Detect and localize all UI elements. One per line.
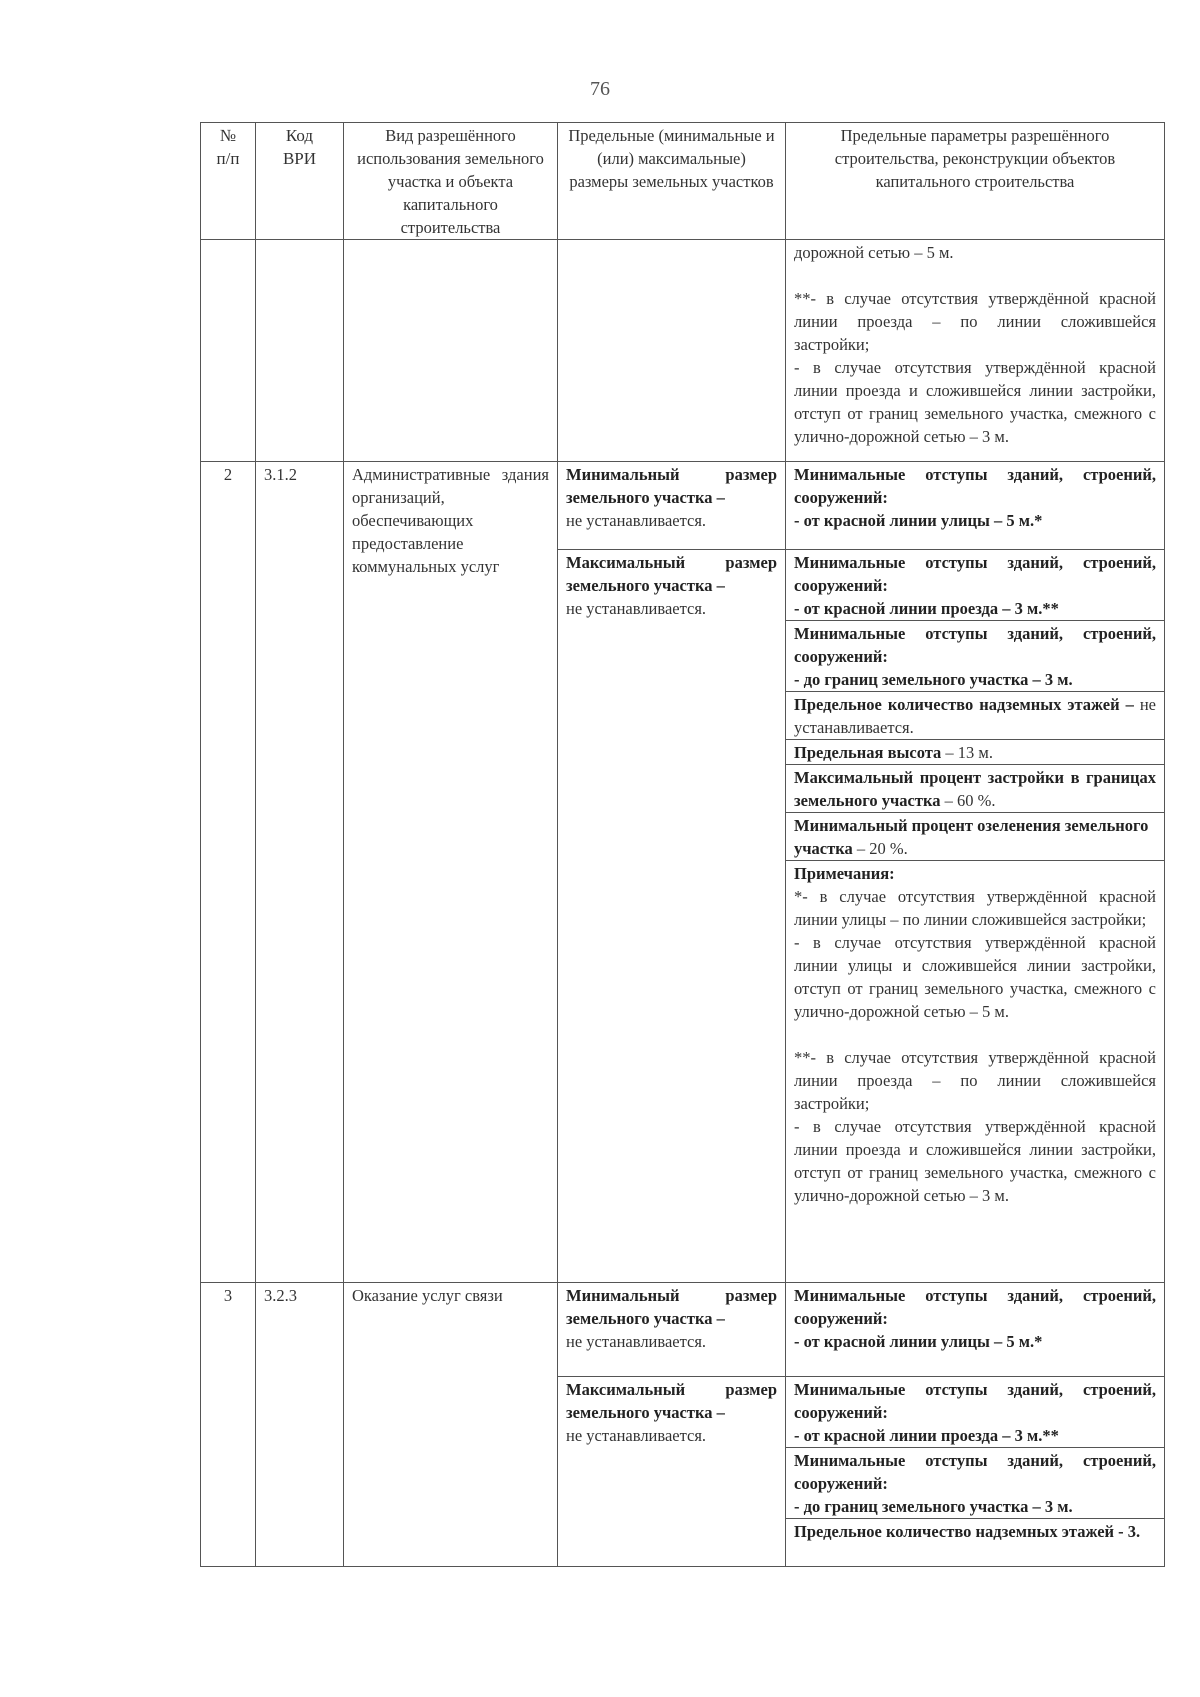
row-3-param-2-label: Минимальные отступы зданий, строений, сооружений: (794, 1380, 1156, 1422)
row-3-param-4 (786, 1519, 1165, 1567)
row-2-param-3-value: - до границ земельного участка – 3 м. (794, 670, 1073, 689)
row-3-param-4-value: - 3. (1114, 1522, 1141, 1541)
table-row-2 (201, 462, 1165, 550)
continuation-note-a: **- в случае отсутствия утверждённой красной линии проезда – по линии сложившейся застройки; (794, 289, 1156, 354)
row-2-param-6-label: Максимальный процент застройки в границах земельного участка (794, 768, 1156, 810)
row-3-min-size-label: Минимальный размер земельного участка – (566, 1286, 777, 1328)
row-3-param-3 (786, 1448, 1165, 1519)
row-3-param-1-label: Минимальные отступы зданий, строений, сооружений: (794, 1286, 1156, 1328)
row-2-param-4-label: Предельное количество надземных этажей – (794, 695, 1134, 714)
row-3-param-4-label: Предельное количество надземных этажей (794, 1522, 1115, 1541)
row-2-param-6-value: – 60 %. (940, 791, 996, 810)
row-2-note-1b: - в случае отсутствия утверждённой красной линии улицы и сложившейся линии застройки, отступ от границ земельного участка, смежного с улично-дорожной сетью – 5 м. (794, 933, 1156, 1021)
page-number: 76 (590, 78, 610, 100)
row-3-param-3-value: - до границ земельного участка – 3 м. (794, 1497, 1073, 1516)
row-2-param-1 (786, 462, 1165, 550)
row-2-num: 2 (201, 462, 256, 1283)
row-2-min-size-value: не устанавливается. (566, 511, 707, 530)
row-2-param-7 (786, 813, 1165, 861)
row-3-param-1-value: - от красной линии улицы – 5 м.* (794, 1332, 1043, 1351)
row-2-param-2 (786, 550, 1165, 621)
continuation-note-b: - в случае отсутствия утверждённой красной линии проезда и сложившейся линии застройки, отступ от границ земельного участка, смежного с улично-дорожной сетью – 3 м. (794, 358, 1156, 446)
continuation-line: дорожной сетью – 5 м. (794, 243, 954, 262)
row-3-param-1 (786, 1283, 1165, 1377)
row-2-param-3-label: Минимальные отступы зданий, строений, сооружений: (794, 624, 1156, 666)
row-2-param-7-value: – 20 %. (852, 839, 908, 858)
row-2-note-2a: **- в случае отсутствия утверждённой красной линии проезда – по линии сложившейся застройки; (794, 1048, 1156, 1113)
row-2-param-6 (786, 765, 1165, 813)
row-2-note-1a: *- в случае отсутствия утверждённой красной линии улицы – по линии сложившейся застройки; (794, 887, 1156, 929)
row-2-param-7-label: Минимальный процент озеленения земельного участка (794, 816, 1149, 858)
row-2-param-2-value: - от красной линии проезда – 3 м.** (794, 599, 1059, 618)
header-num: № п/п (201, 123, 256, 240)
row-2-param-3 (786, 621, 1165, 692)
row-2-param-5-value: – 13 м. (941, 743, 993, 762)
row-3-max-size (558, 1377, 786, 1567)
row-2-notes-title: Примечания: (794, 864, 895, 883)
row-3-num: 3 (201, 1283, 256, 1567)
table-row-3 (201, 1283, 1165, 1377)
row-2-param-4-value: не устанавливается. (794, 695, 1156, 737)
row-2-param-2-label: Минимальные отступы зданий, строений, сооружений: (794, 553, 1156, 595)
row-2-use: Административные здания организаций, обеспечивающих предоставление коммунальных услуг (344, 462, 558, 1283)
header-params: Предельные параметры разрешённого строительства, реконструкции объектов капитального строительства (786, 123, 1165, 240)
row-3-max-size-value: не устанавливается. (566, 1426, 707, 1445)
regulation-table (200, 122, 1165, 1567)
row-3-param-2 (786, 1377, 1165, 1448)
row-3-param-3-label: Минимальные отступы зданий, строений, сооружений: (794, 1451, 1156, 1493)
row-2-note-2b: - в случае отсутствия утверждённой красной линии проезда и сложившейся линии застройки, отступ от границ земельного участка, смежного с улично-дорожной сетью – 3 м. (794, 1117, 1156, 1205)
row-2-code: 3.1.2 (256, 462, 344, 1283)
row-2-param-4 (786, 692, 1165, 740)
row-3-min-size-value: не устанавливается. (566, 1332, 707, 1351)
header-size: Предельные (минимальные и (или) максимальные) размеры земельных участков (558, 123, 786, 240)
row-3-code: 3.2.3 (256, 1283, 344, 1567)
row-2-param-1-value: - от красной линии улицы – 5 м.* (794, 511, 1043, 530)
row-2-max-size-value: не устанавливается. (566, 599, 707, 618)
row-3-use: Оказание услуг связи (344, 1283, 558, 1567)
header-use: Вид разрешённого использования земельного участка и объекта капитального строительства (344, 123, 558, 240)
row-3-min-size (558, 1283, 786, 1377)
continuation-params (786, 240, 1165, 462)
row-3-max-size-label: Максимальный размер земельного участка – (566, 1380, 777, 1422)
row-2-max-size-label: Максимальный размер земельного участка – (566, 553, 777, 595)
row-2-notes (786, 861, 1165, 1283)
continuation-row (201, 240, 1165, 462)
row-2-param-1-label: Минимальные отступы зданий, строений, сооружений: (794, 465, 1156, 507)
row-2-max-size (558, 550, 786, 1283)
row-2-min-size (558, 462, 786, 550)
row-3-param-2-value: - от красной линии проезда – 3 м.** (794, 1426, 1059, 1445)
row-2-param-5-label: Предельная высота (794, 743, 942, 762)
row-2-param-5 (786, 740, 1165, 765)
table-header (201, 123, 1165, 240)
header-code: Код ВРИ (256, 123, 344, 240)
row-2-min-size-label: Минимальный размер земельного участка – (566, 465, 777, 507)
